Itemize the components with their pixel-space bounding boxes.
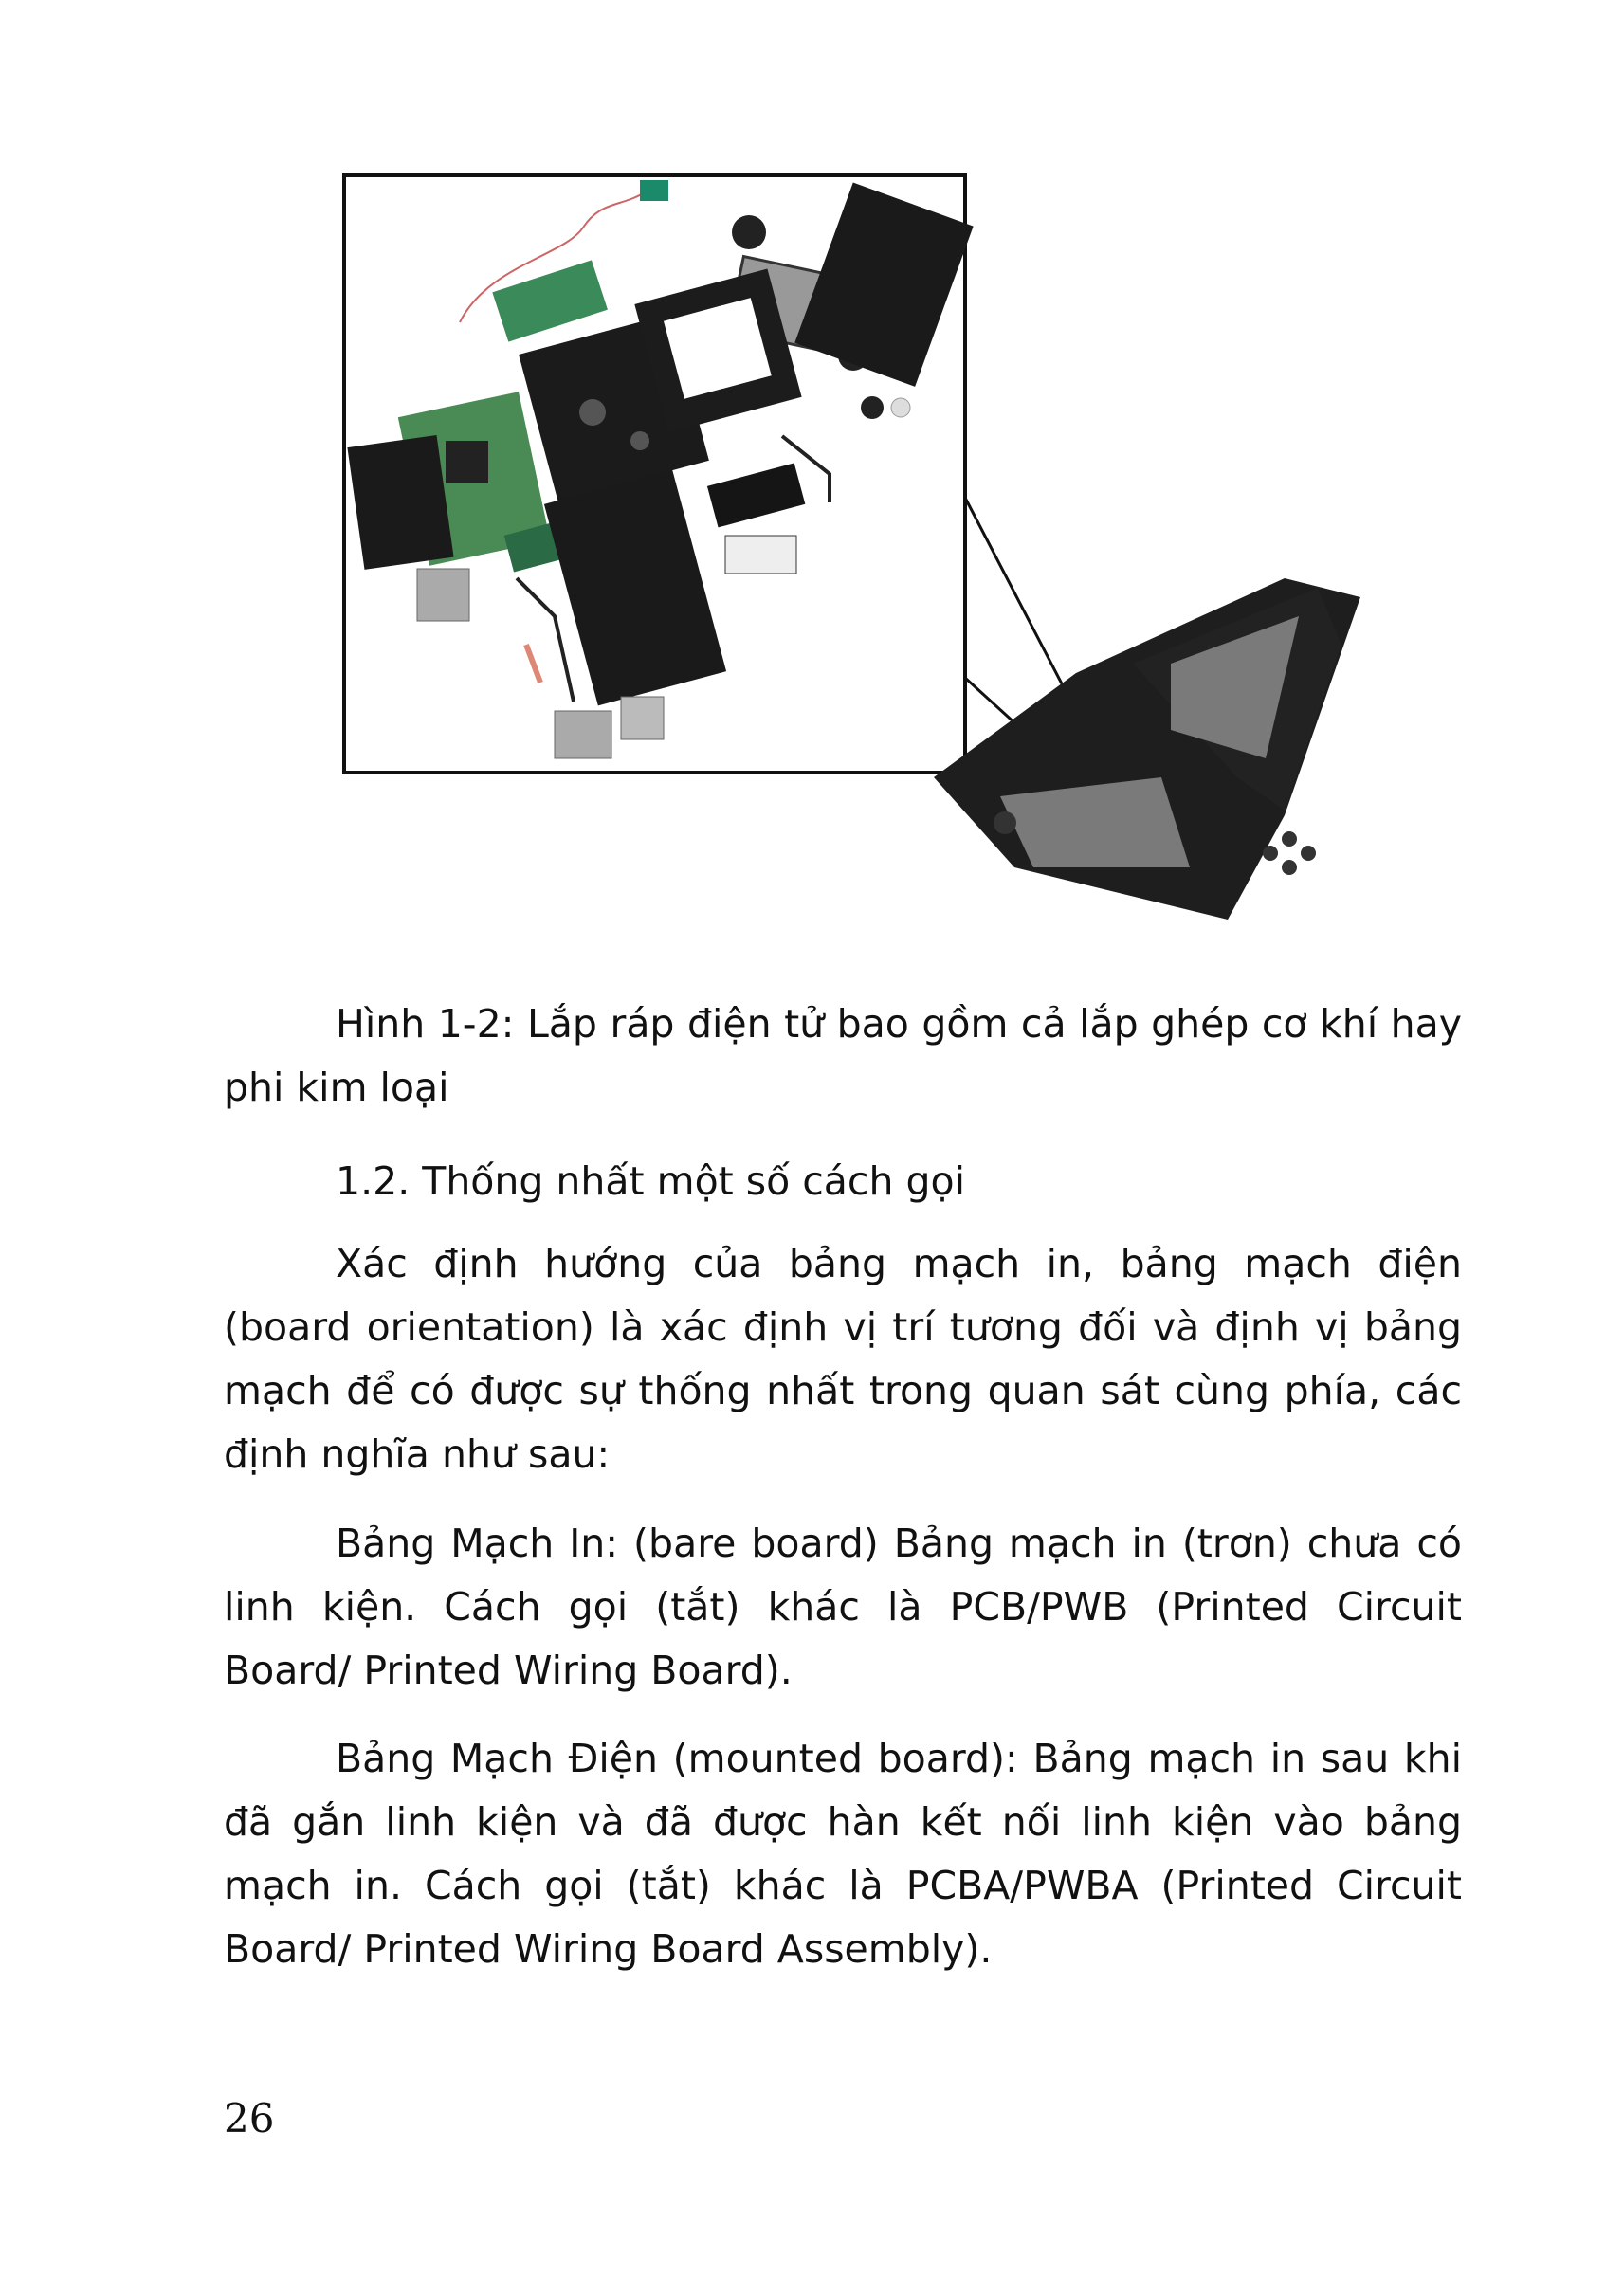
bracket-1 (555, 711, 611, 758)
paragraph-mounted-board (224, 1727, 1462, 1981)
dpad (579, 399, 606, 426)
paragraph-board-orientation (224, 1232, 1462, 1486)
figure-caption-text: Hình 1-2: Lắp ráp điện tử bao gồm cả lắp ghép cơ khí hay phi kim loại (224, 1001, 1462, 1110)
paragraph-text: Bảng Mạch In: (bare board) Bảng mạch in (trơn) chưa có linh kiện. Cách gọi (tắt) khác là PCB/PWB (Printed Circuit Board/ Printed Wiring Board). (224, 1521, 1462, 1693)
figure-illustration (337, 171, 1398, 986)
speaker-4 (891, 398, 910, 417)
metal-shield (417, 569, 469, 621)
paragraph-text: Bảng Mạch Điện (mounted board): Bảng mạch in sau khi đã gắn linh kiện và đã được hàn kết nối linh kiện vào bảng mạch in. Cách gọi (tắt) khác là PCBA/PWBA (Printed Circuit Board/ Printed Wiring Board Assembly). (224, 1736, 1462, 1972)
button-a (630, 431, 649, 450)
battery-label (725, 536, 796, 574)
bracket-2 (621, 697, 664, 739)
speaker-1 (732, 215, 766, 249)
page-number: 26 (224, 2095, 275, 2141)
chip (446, 441, 488, 483)
paragraph-text: Xác định hướng của bảng mạch in, bảng mạch điện (board orientation) là xác định vị trí tương đối và định vị bảng mạch để có được sự thống nhất trong quan sát cùng phía, các định nghĩa như sau: (224, 1241, 1462, 1477)
speaker-3 (861, 396, 884, 419)
battery-lid (347, 435, 453, 570)
small-board (640, 180, 668, 201)
section-heading-text: 1.2. Thống nhất một số cách gọi (336, 1158, 965, 1204)
figure-disassembled-console (337, 171, 1398, 986)
section-heading (224, 1150, 1462, 1213)
paragraph-bare-board (224, 1512, 1462, 1703)
assembled-console (934, 578, 1360, 920)
figure-caption (224, 993, 1462, 1120)
